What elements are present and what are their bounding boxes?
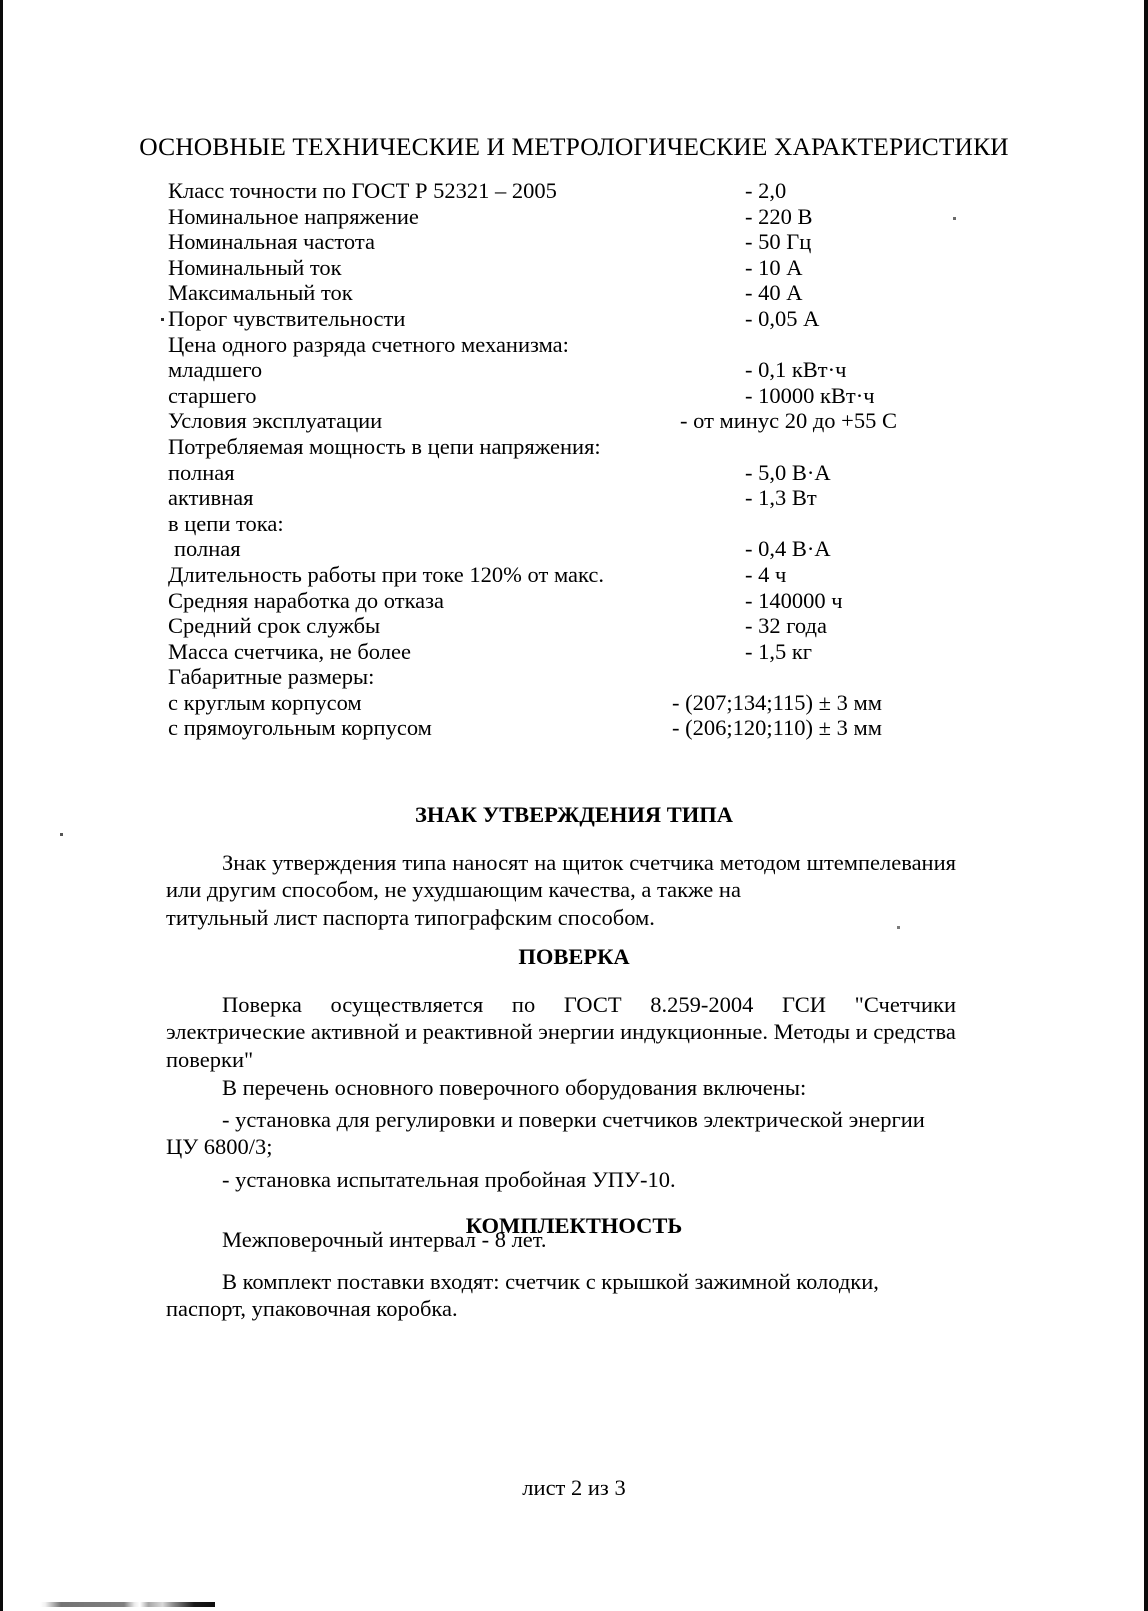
paragraph-approval <box>166 849 956 932</box>
spec-label: младшего <box>168 357 263 383</box>
spec-row <box>168 178 958 204</box>
spec-row <box>168 408 958 434</box>
paragraph-text: - установка для регулировки и поверки счетчиков электрической энергии <box>222 1106 925 1132</box>
spec-label: с круглым корпусом <box>168 689 362 715</box>
scan-artifact-smudge <box>40 1602 215 1607</box>
spec-label: Класс точности по ГОСТ Р 52321 – 2005 <box>168 178 557 203</box>
section-heading-approval: ЗНАК УТВЕРЖДЕНИЯ ТИПА <box>415 801 733 827</box>
section-heading-verification: ПОВЕРКА <box>518 943 630 969</box>
list-item-equipment-2 <box>166 1166 956 1194</box>
spec-label: Потребляемая мощность в цепи напряжения: <box>168 433 601 459</box>
spec-value: - 1,5 кг <box>745 638 813 664</box>
spec-label: Максимальный ток <box>168 280 353 306</box>
spec-row <box>168 690 958 716</box>
spec-value: - 1,3 Вт <box>745 485 817 511</box>
paragraph-text: Знак утверждения типа наносят на щиток счетчика методом штемпелевания или другим способом, не ухудшающим качества, а также на <box>166 849 956 902</box>
spec-row <box>168 383 958 409</box>
list-item-equipment-1 <box>166 1106 956 1161</box>
spec-row-group-header <box>168 332 958 358</box>
paragraph-text: Межповерочный интервал - 8 лет. <box>222 1226 547 1252</box>
spec-value: - 140000 ч <box>745 587 843 613</box>
spec-label: старшего <box>168 382 257 408</box>
section-heading-completeness: КОМПЛЕКТНОСТЬ <box>465 1212 683 1238</box>
page-title: ОСНОВНЫЕ ТЕХНИЧЕСКИЕ И МЕТРОЛОГИЧЕСКИЕ ХАРАКТЕРИСТИКИ <box>139 132 1009 161</box>
spec-value: - 0,1 кВт·ч <box>745 357 847 383</box>
spec-label: полная <box>174 536 241 562</box>
spec-value: - 10000 кВт·ч <box>745 382 875 408</box>
spec-row <box>168 639 958 665</box>
spec-value: - 50 Гц <box>745 229 812 255</box>
spec-row <box>168 357 958 383</box>
paragraph-completeness <box>166 1268 956 1323</box>
spec-row <box>168 204 958 230</box>
spec-label: Длительность работы при токе 120% от макс. <box>168 561 605 587</box>
spec-label: Средний срок службы <box>168 613 381 639</box>
spec-row <box>168 485 958 511</box>
paragraph-equipment-intro <box>166 1074 956 1102</box>
spec-value: - 40 А <box>745 280 803 306</box>
paragraph-last-line: поверки" <box>166 1046 254 1072</box>
spec-row <box>168 536 958 562</box>
spec-label: в цепи тока: <box>168 510 284 536</box>
spec-row <box>168 460 958 486</box>
spec-value: - 2,0 <box>745 178 787 203</box>
spec-row-group-header <box>168 434 958 460</box>
spec-row-group-header <box>168 511 958 537</box>
page-footer: лист 2 из 3 <box>522 1475 626 1500</box>
spec-label: Масса счетчика, не более <box>168 638 411 664</box>
spec-value: - (207;134;115) ± 3 мм <box>672 689 882 715</box>
paragraph-last-line: титульный лист паспорта типографским способом. <box>166 904 655 930</box>
spec-row <box>168 229 958 255</box>
spec-label: полная <box>168 459 235 485</box>
spec-label: Условия эксплуатации <box>168 408 383 434</box>
spec-label: Цена одного разряда счетного механизма: <box>168 331 569 357</box>
spec-row <box>168 280 958 306</box>
paragraph-text: В комплект поставки входят: счетчик с крышкой зажимной колодки, <box>222 1268 879 1294</box>
spec-label: Номинальный ток <box>168 254 342 280</box>
spec-label: с прямоугольным корпусом <box>168 715 432 741</box>
spec-row <box>168 715 958 741</box>
spec-label: Средняя наработка до отказа <box>168 587 445 613</box>
spec-row-group-header <box>168 664 958 690</box>
spec-row <box>168 613 958 639</box>
paragraph-text: - установка испытательная пробойная УПУ-10. <box>222 1166 676 1192</box>
paragraph-last-line: паспорт, упаковочная коробка. <box>166 1296 458 1321</box>
spec-label: Габаритные размеры: <box>168 664 375 690</box>
specifications-list <box>168 178 958 741</box>
spec-value: - 10 А <box>745 254 803 280</box>
spec-value: - от минус 20 до +55 С <box>680 408 897 434</box>
scan-artifact-speck <box>161 318 164 321</box>
spec-row <box>168 306 958 332</box>
spec-value: - 4 ч <box>745 561 787 587</box>
spec-row <box>168 588 958 614</box>
spec-value: - 0,4 В·А <box>745 536 831 562</box>
spec-label: Номинальное напряжение <box>168 203 419 229</box>
spec-value: - 0,05 А <box>745 305 820 331</box>
spec-row <box>168 562 958 588</box>
spec-value: - 32 года <box>745 613 827 639</box>
scan-artifact-speck <box>60 833 63 836</box>
spec-value: - (206;120;110) ± 3 мм <box>672 715 882 741</box>
spec-value: - 220 В <box>745 203 813 229</box>
spec-label: активная <box>168 485 254 511</box>
spec-label: Порог чувствительности <box>168 305 406 331</box>
paragraph-text: Поверка осуществляется по ГОСТ 8.259-2004 ГСИ "Счетчики электрические активной и реактивной энергии индукционные. Методы и средства <box>166 991 956 1044</box>
spec-value: - 5,0 В·А <box>745 459 831 485</box>
paragraph-verification <box>166 991 956 1074</box>
spec-label: Номинальная частота <box>168 229 375 255</box>
spec-row <box>168 255 958 281</box>
paragraph-text: В перечень основного поверочного оборудования включены: <box>222 1074 807 1100</box>
paragraph-last-line: ЦУ 6800/3; <box>166 1134 273 1159</box>
